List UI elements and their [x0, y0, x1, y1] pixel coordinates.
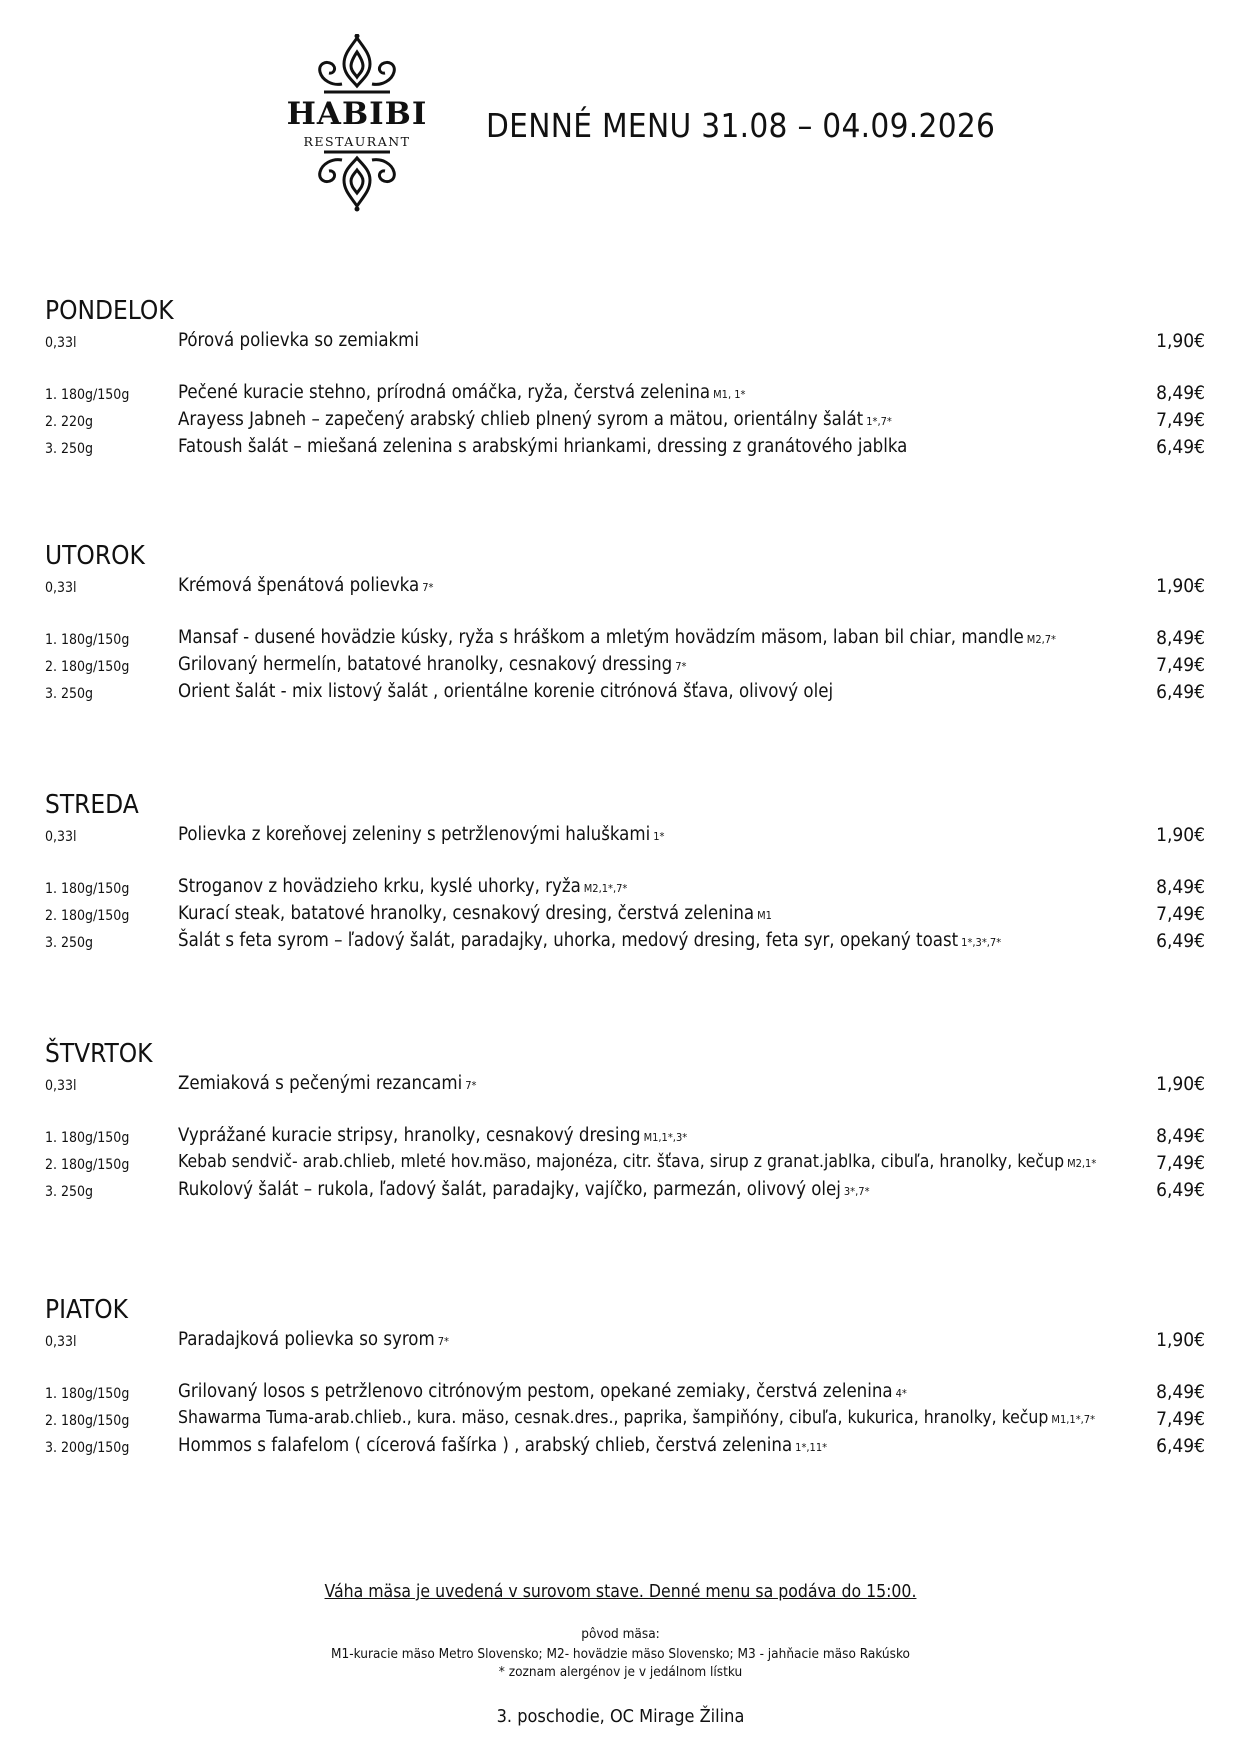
- allergen-codes: 7*: [465, 1079, 477, 1092]
- portion-size: 3. 200g/150g: [45, 1440, 130, 1456]
- dish-name: [178, 1125, 687, 1146]
- menu-row: [45, 1125, 1205, 1151]
- allergen-codes: M1, 1*: [713, 388, 746, 401]
- dish-name: [178, 1152, 1096, 1172]
- dish-name: [178, 681, 836, 702]
- menu-row: [45, 903, 1205, 929]
- restaurant-logo: [282, 34, 432, 210]
- menu-row: [45, 930, 1205, 956]
- menu-row: [45, 436, 1205, 462]
- allergen-codes: M1: [757, 909, 772, 922]
- dish-name: [178, 330, 422, 351]
- menu-row: [45, 654, 1205, 680]
- menu-row: [45, 1381, 1205, 1407]
- dish-text: Kurací steak, batatové hranolky, cesnakový dresing, čerstvá zelenina: [178, 903, 755, 924]
- allergen-codes: M2,1*: [1067, 1157, 1097, 1170]
- menu-row: [45, 575, 1205, 601]
- allergen-codes: 1*,3*,7*: [961, 936, 1002, 949]
- price: 7,49€: [1156, 1408, 1205, 1430]
- allergen-codes: M2,1*,7*: [583, 882, 628, 895]
- dish-name: [178, 1179, 870, 1200]
- allergen-note: * zoznam alergénov je v jedálnom lístku: [498, 1664, 743, 1680]
- dish-name: [178, 1435, 827, 1456]
- allergen-codes: 1*: [653, 830, 665, 843]
- logo-name: HABIBI: [286, 96, 428, 132]
- price: 6,49€: [1156, 681, 1205, 703]
- allergen-codes: 7*: [437, 1335, 449, 1348]
- dish-text: Šalát s feta syrom – ľadový šalát, paradajky, uhorka, medový dresing, feta syr, opekaný toast: [178, 930, 959, 951]
- price: 1,90€: [1156, 330, 1205, 352]
- dish-text: Pečené kuracie stehno, prírodná omáčka, ryža, čerstvá zelenina: [178, 382, 711, 403]
- dish-name: [178, 575, 433, 596]
- dish-text: Mansaf - dusené hovädzie kúsky, ryža s hráškom a mletým hovädzím mäsom, laban bil chiar, mandle: [178, 627, 1024, 648]
- dish-text: Grilovaný hermelín, batatové hranolky, cesnakový dressing: [178, 654, 673, 675]
- price: 1,90€: [1156, 575, 1205, 597]
- dish-name: [178, 930, 1001, 951]
- day-name: PONDELOK: [45, 296, 174, 326]
- portion-size: 1. 180g/150g: [45, 1386, 130, 1402]
- dish-text: Krémová špenátová polievka: [178, 575, 420, 596]
- menu-row: [45, 1329, 1205, 1355]
- allergen-codes: 3*,7*: [843, 1185, 870, 1198]
- serving-note: Váha mäsa je uvedená v surovom stave. Denné menu sa podáva do 15:00.: [324, 1582, 917, 1602]
- price: 7,49€: [1156, 654, 1205, 676]
- dish-text: Arayess Jabneh – zapečený arabský chlieb plnený syrom a mätou, orientálny šalát: [178, 409, 864, 430]
- menu-row: [45, 627, 1205, 653]
- portion-size: 3. 250g: [45, 441, 94, 457]
- price: 6,49€: [1156, 436, 1205, 458]
- menu-header: [0, 0, 1241, 220]
- day-name: UTOROK: [45, 541, 145, 571]
- dish-name: [178, 627, 1056, 648]
- price: 8,49€: [1156, 382, 1205, 404]
- menu-row: [45, 1408, 1205, 1434]
- price: 6,49€: [1156, 930, 1205, 952]
- dish-name: [178, 654, 686, 675]
- allergen-codes: M1,1*,3*: [643, 1131, 688, 1144]
- dish-text: Rukolový šalát – rukola, ľadový šalát, paradajky, vajíčko, parmezán, olivový olej: [178, 1179, 841, 1200]
- dish-text: Kebab sendvič- arab.chlieb, mleté hov.mäso, majonéza, citr. šťava, sirup z granat.jablka, cibuľa, hranolky, kečup: [178, 1152, 1065, 1172]
- price: 8,49€: [1156, 1381, 1205, 1403]
- price: 6,49€: [1156, 1179, 1205, 1201]
- portion-size: 1. 180g/150g: [45, 632, 130, 648]
- portion-size: 0,33l: [45, 580, 77, 596]
- dish-text: Hommos s falafelom ( cícerová fašírka ) , arabský chlieb, čerstvá zelenina: [178, 1435, 793, 1456]
- dish-text: Vyprážané kuracie stripsy, hranolky, cesnakový dresing: [178, 1125, 641, 1146]
- dish-name: [178, 409, 892, 430]
- dish-name: [178, 382, 746, 403]
- portion-size: 2. 180g/150g: [45, 908, 130, 924]
- dish-text: Paradajková polievka so syrom: [178, 1329, 435, 1350]
- menu-row: [45, 382, 1205, 408]
- allergen-codes: M2,7*: [1026, 633, 1056, 646]
- price: 1,90€: [1156, 824, 1205, 846]
- meat-origin-label: pôvod mäsa:: [581, 1626, 660, 1642]
- dish-name: [178, 824, 664, 845]
- allergen-codes: 1*,7*: [866, 415, 892, 428]
- dish-name: [178, 876, 627, 897]
- arabesque-ornament-bottom-icon: [312, 146, 402, 212]
- portion-size: 3. 250g: [45, 1184, 94, 1200]
- dish-text: Pórová polievka so zemiakmi: [178, 330, 420, 351]
- menu-row: [45, 1152, 1205, 1178]
- price: 7,49€: [1156, 409, 1205, 431]
- price: 8,49€: [1156, 1125, 1205, 1147]
- portion-size: 0,33l: [45, 1078, 77, 1094]
- menu-row: [45, 1435, 1205, 1461]
- dish-text: Fatoush šalát – miešaná zelenina s arabskými hriankami, dressing z granátového jablka: [178, 436, 908, 457]
- menu-row: [45, 1073, 1205, 1099]
- price: 7,49€: [1156, 903, 1205, 925]
- dish-name: [178, 903, 772, 924]
- price: 8,49€: [1156, 876, 1205, 898]
- allergen-codes: 1*,11*: [795, 1441, 828, 1454]
- portion-size: 2. 180g/150g: [45, 659, 130, 675]
- logo-subtitle: RESTAURANT: [303, 134, 411, 149]
- menu-row: [45, 409, 1205, 435]
- allergen-codes: 4*: [895, 1387, 907, 1400]
- portion-size: 1. 180g/150g: [45, 387, 130, 403]
- restaurant-address: 3. poschodie, OC Mirage Žilina: [496, 1706, 745, 1727]
- day-name: PIATOK: [45, 1295, 129, 1325]
- allergen-codes: 7*: [422, 581, 434, 594]
- price: 7,49€: [1156, 1152, 1205, 1174]
- menu-row: [45, 876, 1205, 902]
- portion-size: 0,33l: [45, 829, 77, 845]
- day-name: ŠTVRTOK: [45, 1039, 153, 1069]
- dish-text: Polievka z koreňovej zeleniny s petržlenovými haluškami: [178, 824, 651, 845]
- portion-size: 2. 180g/150g: [45, 1413, 130, 1429]
- dish-text: Stroganov z hovädzieho krku, kyslé uhorky, ryža: [178, 876, 581, 897]
- price: 6,49€: [1156, 1435, 1205, 1457]
- price: 1,90€: [1156, 1329, 1205, 1351]
- portion-size: 2. 220g: [45, 414, 94, 430]
- day-name: STREDA: [45, 790, 139, 820]
- price: 8,49€: [1156, 627, 1205, 649]
- dish-text: Grilovaný losos s petržlenovo citrónovým pestom, opekané zemiaky, čerstvá zelenina: [178, 1381, 893, 1402]
- arabesque-ornament-icon: [312, 34, 402, 96]
- meat-origin-text: M1-kuracie mäso Metro Slovensko; M2- hovädzie mäso Slovensko; M3 - jahňacie mäso Rakúsko: [331, 1646, 910, 1662]
- portion-size: 1. 180g/150g: [45, 881, 130, 897]
- portion-size: 2. 180g/150g: [45, 1157, 130, 1173]
- allergen-codes: M1,1*,7*: [1051, 1413, 1096, 1426]
- dish-text: Zemiaková s pečenými rezancami: [178, 1073, 463, 1094]
- menu-row: [45, 681, 1205, 707]
- dish-name: [178, 1381, 907, 1402]
- allergen-codes: 7*: [675, 660, 687, 673]
- menu-row: [45, 1179, 1205, 1205]
- menu-title: DENNÉ MENU 31.08 – 04.09.2026: [486, 106, 996, 145]
- dish-name: [178, 1073, 476, 1094]
- dish-name: [178, 1329, 449, 1350]
- dish-name: [178, 1408, 1095, 1428]
- portion-size: 1. 180g/150g: [45, 1130, 130, 1146]
- dish-name: [178, 436, 910, 457]
- dish-text: Shawarma Tuma-arab.chlieb., kura. mäso, cesnak.dres., paprika, šampiňóny, cibuľa, kukurica, hranolky, kečup: [178, 1408, 1049, 1428]
- portion-size: 0,33l: [45, 335, 77, 351]
- dish-text: Orient šalát - mix listový šalát , orientálne korenie citrónová šťava, olivový olej: [178, 681, 834, 702]
- menu-row: [45, 824, 1205, 850]
- portion-size: 3. 250g: [45, 686, 94, 702]
- portion-size: 3. 250g: [45, 935, 94, 951]
- menu-row: [45, 330, 1205, 356]
- portion-size: 0,33l: [45, 1334, 77, 1350]
- price: 1,90€: [1156, 1073, 1205, 1095]
